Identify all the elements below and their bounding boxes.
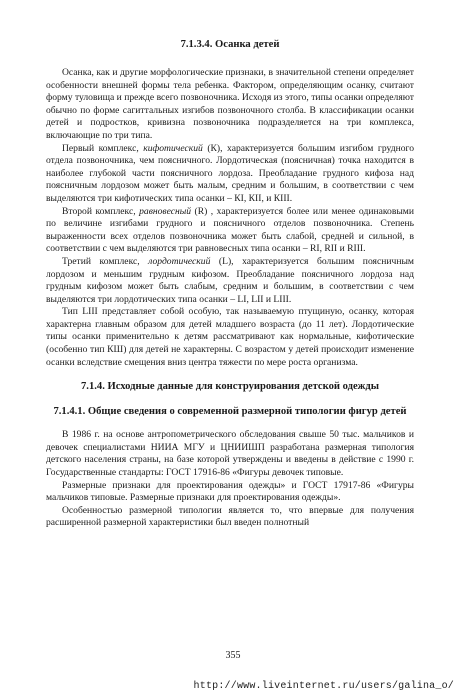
paragraph-kyphotic-rest: (К), характеризуется большим изгибом грудного отдела позвоночника, чем поясничного. Лордотическая (поясничная) точка находится в наиболее глубокой части поясничного лордоза. Преобладание грудного кифоза над поясничным лордозом может быть малым, средним и большим, в соответствии с чем выделяются три кифотических типа осанки – КI, КII, и КIII. <box>46 142 414 204</box>
paragraph-intro: Осанка, как и другие морфологические признаки, в значительной степени определяет особенности внешней формы тела ребенка. Фактором, определяющим осанку, считают форму туловища и прежде всего позвоночника. Исходя из этого, типы осанки определяют обычно по форме сагиттальных изгибов позвоночного столба. В классификации осанки детей и подростков, кривизна позвоночника подразделяется на три комплекса, включающие по три типа. <box>46 67 414 141</box>
paragraph-kyphotic <box>46 143 414 206</box>
paragraph-lordotic <box>46 256 414 306</box>
footer-url: http://www.liveinternet.ru/users/galina_o/ <box>193 681 454 692</box>
term-balanced: равновесный <box>139 205 192 217</box>
paragraph-kyphotic-start: Первый комплекс, <box>62 142 144 154</box>
subsubsection-heading: 7.1.4.1. Общие сведения о современной размерной типологии фигур детей <box>53 406 407 418</box>
term-kyphotic: кифотический <box>143 142 203 154</box>
paragraph-balanced-rest: (R) , характеризуется более или менее одинаковыми по величине изгибами грудного и поясничного отделов позвоночника. Степень выраженности всех отделов позвоночника может быть слабой, средней и сильной, в соответствии с чем выделяются три равновесных типа осанки – RI, RII и RIII. <box>46 205 415 255</box>
paragraph-size-features: Размерные признаки для проектирования одежды» и ГОСТ 17917-86 «Фигуры мальчиков типовые. Размерные признаки для проектирования одежды». <box>46 479 414 504</box>
page-content <box>46 38 414 530</box>
paragraph-typology-feature: Особенностью размерной типологии является то, что впервые для получения расширенной размерной характеристики был введен полнотный <box>46 504 414 529</box>
page-number: 355 <box>225 650 241 661</box>
paragraph-lordotic-rest: (L), характеризуется большим поясничным лордозом и меньшим грудным кифозом. Преобладание поясничного лордоза над грудным кифозом может быть слабым, средним и большим, в соответствии с чем выделяются три лордотических типа осанки – LI, LII и LIII. <box>46 255 414 305</box>
paragraph-balanced-start: Второй комплекс, <box>62 205 140 217</box>
paragraph-balanced <box>46 206 414 256</box>
paragraph-lordotic-start: Третий комплекс, <box>62 255 149 267</box>
paragraph-standards: В 1986 г. на основе антропометрического обследования свыше 50 тыс. мальчиков и девочек специалистами НИИА МГУ и ЦНИИШП разработана размерная типология детского населения страны, на базе которой утверждены и введены в действие с 1990 г. Государственные стандарты: ГОСТ 17916-86 «Фигуры девочек типовые. <box>46 429 414 479</box>
paragraph-type-liii: Тип LIII представляет собой особую, так называемую птущиную, осанку, которая характерна главным образом для детей младшего возраста (до 11 лет). Лордотические типы осанки применительно к детям рассматривают как нормальные, кифотические (особенно тип КШ) для детей не характерны. С возрастом у детей происходит изменение осанки вследствие смещения вниз центра тяжести по мере роста организма. <box>46 306 414 368</box>
term-lordotic: лордотический <box>148 255 211 267</box>
subsection-heading: 7.1.4. Исходные данные для конструирования детской одежды <box>81 381 379 393</box>
section-heading: 7.1.3.4. Осанка детей <box>180 39 280 50</box>
